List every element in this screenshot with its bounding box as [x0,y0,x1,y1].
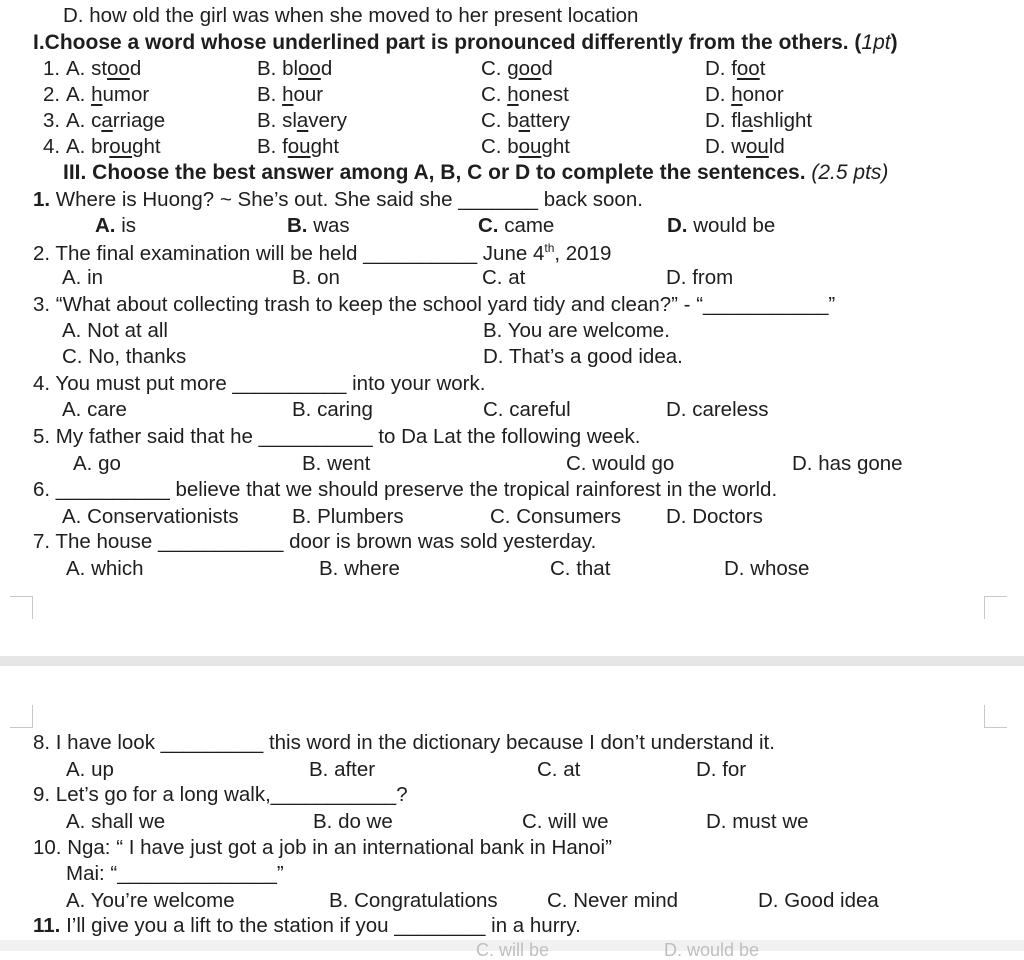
q4-opt-c: C. careful [483,398,571,421]
s1-q4-num: 4. [43,135,61,158]
q7-opt-a: A. which [66,557,144,580]
q8-opt-b: B. after [309,758,376,781]
q11-text: 11. I’ll give you a lift to the station if you ________ in a hurry. [33,914,581,937]
q9-text: 9. Let’s go for a long walk,___________? [33,783,408,806]
q2-opt-a: A. in [62,266,104,289]
crop-mark-bottom-right [984,596,1007,619]
q3-opt-c: C. No, thanks [62,345,187,368]
q11-opt-d-cut: D. would be [664,940,760,960]
section3-title: III. Choose the best answer among A, B, C or D to complete the sentences. [63,161,812,184]
page-separator [0,656,1024,666]
q9-opt-c: C. will we [522,810,609,833]
s1-q2-opt-d: D. honor [705,83,784,106]
s1-q2-opt-b: B. hour [257,83,324,106]
q5-opt-a: A. go [73,452,121,475]
q4-text: 4. You must put more __________ into your work. [33,372,486,395]
s1-q4-opt-c: C. bought [481,135,570,158]
s1-q4-opt-b: B. fought [257,135,340,158]
q4-opt-d: D. careless [666,398,769,421]
s1-q2-opt-a: A. humor [66,83,150,106]
crop-mark-bottom-left [10,596,33,619]
s1-q2-opt-c: C. honest [481,83,569,106]
crop-mark-top-right [984,705,1007,728]
s1-q1-opt-d: D. foot [705,57,766,80]
q10-opt-a: A. You’re welcome [66,889,235,912]
q2-opt-d: D. from [666,266,734,289]
q5-text: 5. My father said that he __________ to Da Lat the following week. [33,425,641,448]
s1-q2-num: 2. [43,83,61,106]
q1-text: 1. Where is Huong? ~ She’s out. She said she _______ back soon. [33,188,643,211]
q10-opt-b: B. Congratulations [329,889,498,912]
s1-q1-opt-b: B. blood [257,57,333,80]
q6-opt-c: C. Consumers [490,505,622,528]
q5-opt-d: D. has gone [792,452,903,475]
section1-close: ) [890,31,898,54]
q3-text: 3. “What about collecting trash to keep the school yard tidy and clean?” - “___________” [33,293,836,316]
section3-heading [63,162,888,183]
q11-opt-c-cut: C. will be [476,940,550,960]
s1-q1-num: 1. [43,57,61,80]
q9-opt-a: A. shall we [66,810,166,833]
q4-opt-b: B. caring [292,398,373,421]
q6-text: 6. __________ believe that we should preserve the tropical rainforest in the world. [33,478,778,501]
s1-q3-opt-b: B. slavery [257,109,348,132]
q8-opt-a: A. up [66,758,114,781]
prev-option-d: D. how old the girl was when she moved to her present location [63,4,639,27]
q7-opt-d: D. whose [724,557,810,580]
q2-text: 2. The final examination will be held __________ June 4th, 2019 [33,241,612,265]
s1-q4-opt-d: D. would [705,135,785,158]
s1-q1-opt-a: A. stood [66,57,142,80]
q7-text: 7. The house ___________ door is brown was sold yesterday. [33,530,597,553]
q8-opt-d: D. for [696,758,747,781]
q8-text: 8. I have look _________ this word in the dictionary because I don’t understand it. [33,731,775,754]
q6-opt-a: A. Conservationists [62,505,239,528]
s1-q4-opt-a: A. brought [66,135,161,158]
q4-opt-a: A. care [62,398,127,421]
q3-opt-a: A. Not at all [62,319,168,342]
q9-opt-d: D. must we [706,810,809,833]
crop-mark-top-left [10,705,33,728]
q6-opt-b: B. Plumbers [292,505,404,528]
q1-opt-a: A. is [95,214,136,237]
q7-opt-c: C. that [550,557,611,580]
s1-q3-opt-c: C. battery [481,109,570,132]
q1-opt-c: C. came [478,214,555,237]
q6-opt-d: D. Doctors [666,505,763,528]
q10-text: 10. Nga: “ I have just got a job in an international bank in Hanoi” [33,836,612,859]
q1-opt-d: D. would be [667,214,776,237]
q10-text-mai: Mai: “______________” [66,862,284,885]
s1-q1-opt-c: C. good [481,57,553,80]
q1-opt-b: B. was [287,214,350,237]
q8-opt-c: C. at [537,758,581,781]
section3-points: (2.5 pts) [811,161,889,184]
q7-opt-b: B. where [319,557,400,580]
section1-points: 1pt [861,31,891,54]
section1-title: I.Choose a word whose underlined part is pronounced differently from the others. ( [33,31,862,54]
section1-heading [33,32,898,53]
q2-opt-c: C. at [482,266,526,289]
s1-q3-num: 3. [43,109,61,132]
q3-opt-d: D. That’s a good idea. [483,345,683,368]
q9-opt-b: B. do we [313,810,393,833]
q5-opt-c: C. would go [566,452,675,475]
s1-q3-opt-d: D. flashlight [705,109,813,132]
s1-q3-opt-a: A. carriage [66,109,166,132]
q10-opt-d: D. Good idea [758,889,879,912]
q3-opt-b: B. You are welcome. [483,319,670,342]
q5-opt-b: B. went [302,452,371,475]
q10-opt-c: C. Never mind [547,889,679,912]
q2-opt-b: B. on [292,266,340,289]
